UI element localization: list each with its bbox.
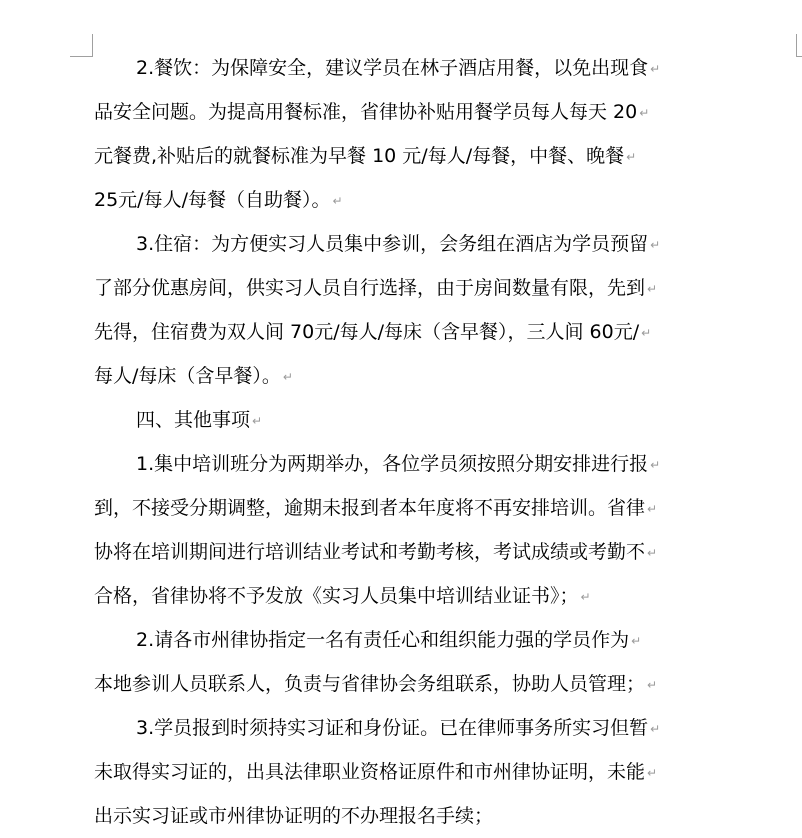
text-line: 品安全问题。为提高用餐标准，省律协补贴用餐学员每人每天 20 ↵ (94, 101, 650, 123)
text-line: 到，不接受分期调整，逾期未报到者本年度将不再安排培训。省律 ↵ (94, 497, 658, 519)
paragraph-mark-icon: ↵ (631, 633, 642, 648)
paragraph-mark-icon: ↵ (650, 237, 661, 252)
text-line: 出示实习证或市州律协证明的不办理报名手续； (94, 805, 494, 827)
paragraph-item-1 (94, 442, 714, 618)
section-heading-other-matters (94, 398, 714, 442)
paragraph-mark-icon: ↵ (282, 369, 293, 384)
paragraph-mark-icon: ↵ (647, 281, 658, 296)
text-line: 合格，省律协将不予发放《实习人员集中培训结业证书》； ↵ (94, 585, 591, 607)
paragraph-mark-icon: ↵ (647, 677, 658, 692)
paragraph-item-2 (94, 618, 714, 706)
text-line: 协将在培训期间进行培训结业考试和考勤考核，考试成绩或考勤不 ↵ (94, 541, 658, 563)
text-line: 2.餐饮：为保障安全，建议学员在林子酒店用餐，以免出现食 ↵ (136, 57, 661, 79)
paragraph-mark-icon: ↵ (647, 501, 658, 516)
crop-mark-top-left (70, 34, 93, 57)
paragraph-mark-icon: ↵ (639, 105, 650, 120)
paragraph-mark-icon: ↵ (647, 545, 658, 560)
paragraph-mark-icon: ↵ (580, 589, 591, 604)
document-body[interactable] (94, 46, 714, 838)
text-line: 本地参训人员联系人，负责与省律协会务组联系，协助人员管理； ↵ (94, 673, 658, 695)
text-line: 25元/每人/每餐（自助餐）。 ↵ (94, 189, 343, 211)
text-line: 1.集中培训班分为两期举办，各位学员须按照分期安排进行报 ↵ (136, 453, 661, 475)
paragraph-accommodation (94, 222, 714, 398)
paragraph-mark-icon: ↵ (650, 457, 661, 472)
paragraph-mark-icon: ↵ (650, 721, 661, 736)
paragraph-mark-icon: ↵ (641, 325, 652, 340)
text-line: 每人/每床（含早餐）。 ↵ (94, 365, 293, 387)
text-line: 未取得实习证的，出具法律职业资格证原件和市州律协证明，未能 ↵ (94, 761, 658, 783)
crop-mark-top-right (796, 34, 802, 57)
paragraph-mark-icon: ↵ (650, 61, 661, 76)
text-line: 2.请各市州律协指定一名有责任心和组织能力强的学员作为 ↵ (136, 629, 642, 651)
text-line: 先得，住宿费为双人间 70元/每人/每床（含早餐），三人间 60元/ ↵ (94, 321, 652, 343)
text-line: 了部分优惠房间，供实习人员自行选择，由于房间数量有限，先到 ↵ (94, 277, 658, 299)
paragraph-mark-icon: ↵ (647, 765, 658, 780)
paragraph-mark-icon: ↵ (332, 193, 343, 208)
text-line: 3.学员报到时须持实习证和身份证。已在律师事务所实习但暂 ↵ (136, 717, 661, 739)
text-line: 元餐费,补贴后的就餐标准为早餐 10 元/每人/每餐，中餐、晚餐 ↵ (94, 145, 637, 167)
text-line: 四、其他事项 ↵ (136, 409, 263, 431)
paragraph-mark-icon: ↵ (252, 413, 263, 428)
paragraph-mark-icon: ↵ (626, 149, 637, 164)
paragraph-catering (94, 46, 714, 222)
paragraph-item-3 (94, 706, 714, 838)
text-line: 3.住宿：为方便实习人员集中参训，会务组在酒店为学员预留 ↵ (136, 233, 661, 255)
